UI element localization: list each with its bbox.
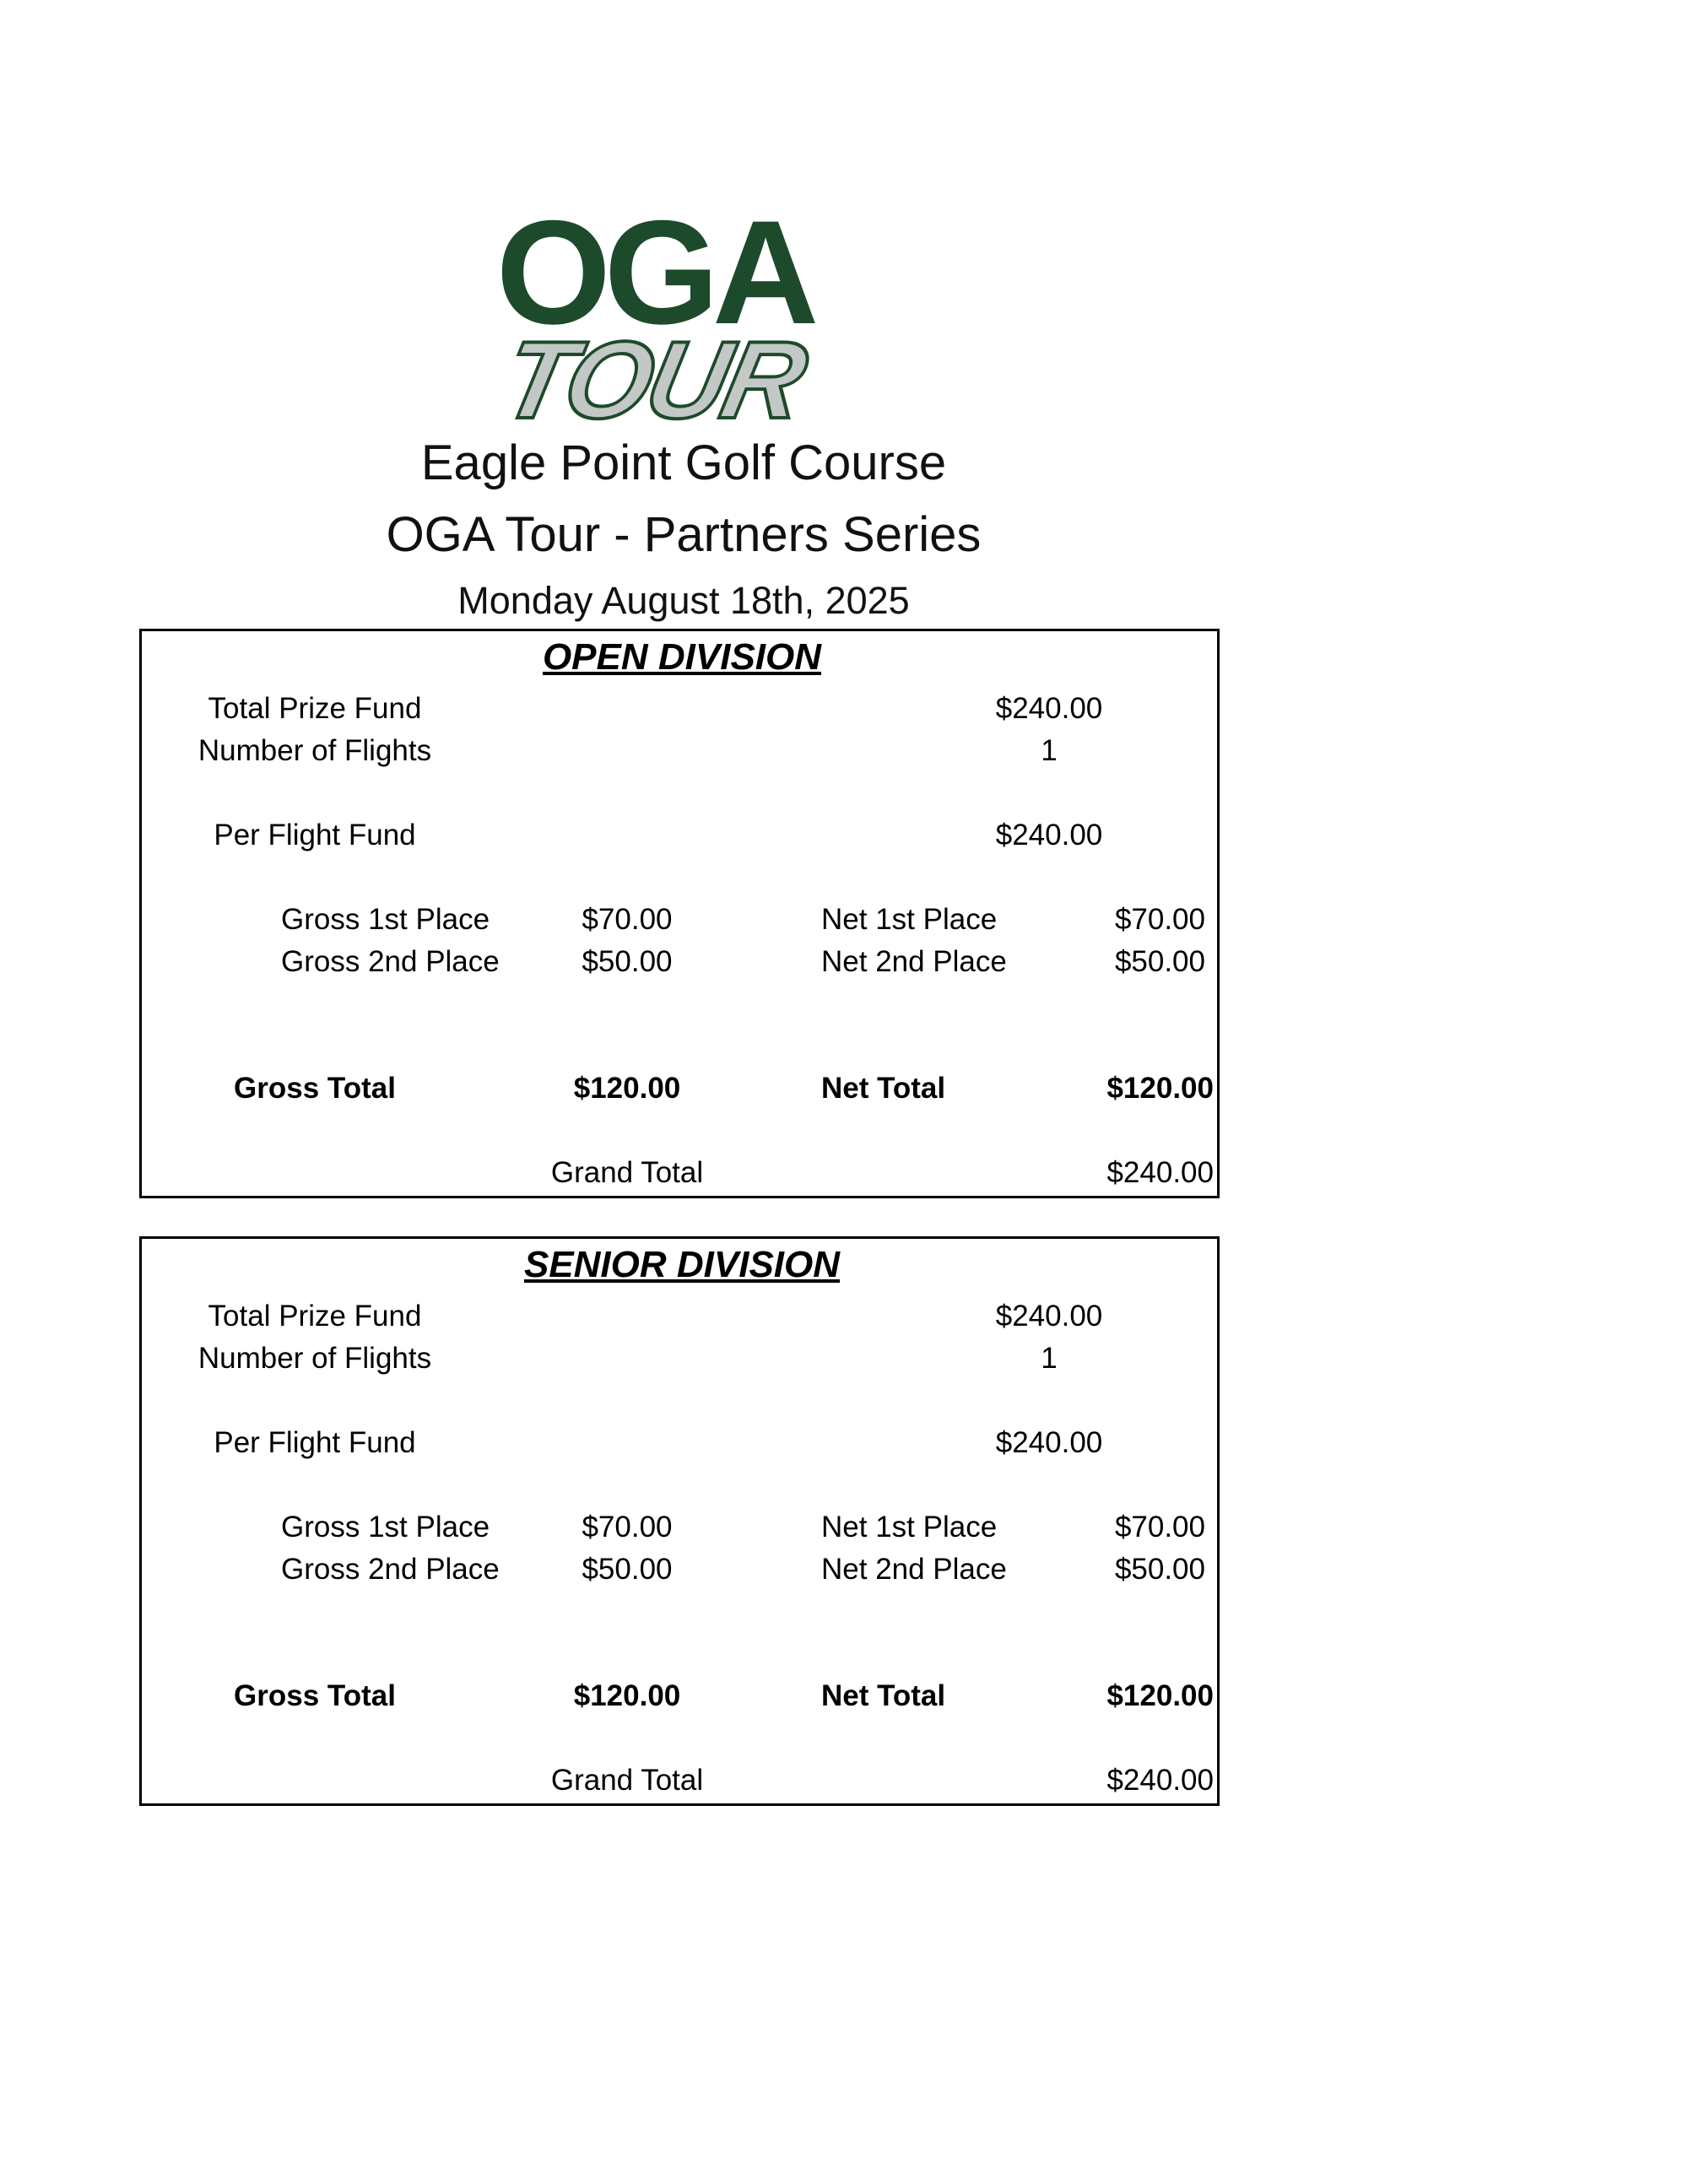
- net-total-label: Net Total: [821, 1072, 946, 1105]
- grand-total-value: $240.00: [1106, 1764, 1214, 1797]
- per-flight-fund-value: $240.00: [995, 1426, 1103, 1459]
- net-1st-value: $70.00: [1114, 1511, 1205, 1543]
- net-1st-label: Net 1st Place: [821, 1511, 998, 1543]
- per-flight-fund-label: Per Flight Fund: [214, 1426, 416, 1459]
- series-name: OGA Tour - Partners Series: [386, 507, 982, 562]
- net-2nd-label: Net 2nd Place: [821, 1553, 1007, 1586]
- number-of-flights-value: 1: [1041, 1342, 1058, 1375]
- svg-text:TOUR: TOUR: [492, 318, 814, 433]
- grand-total-label: Grand Total: [550, 1764, 704, 1797]
- total-prize-fund-label: Total Prize Fund: [208, 1300, 422, 1333]
- gross-1st-label: Gross 1st Place: [281, 1511, 490, 1543]
- gross-2nd-value: $50.00: [582, 1553, 673, 1586]
- per-flight-fund-label: Per Flight Fund: [214, 819, 416, 851]
- division-title: OPEN DIVISION: [542, 636, 822, 678]
- number-of-flights-value: 1: [1041, 734, 1058, 767]
- gross-total-label: Gross Total: [234, 1072, 396, 1105]
- gross-1st-value: $70.00: [582, 1511, 673, 1543]
- division-title: SENIOR DIVISION: [523, 1244, 841, 1285]
- total-prize-fund-label: Total Prize Fund: [208, 692, 422, 725]
- per-flight-fund-value: $240.00: [995, 819, 1103, 851]
- gross-2nd-label: Gross 2nd Place: [281, 945, 500, 978]
- svg-text:OGA: OGA: [495, 197, 813, 355]
- gross-total-value: $120.00: [573, 1679, 681, 1712]
- open-division-panel: [139, 629, 1220, 1198]
- grand-total-value: $240.00: [1106, 1156, 1214, 1189]
- number-of-flights-label: Number of Flights: [197, 734, 432, 767]
- senior-division-panel: [139, 1236, 1220, 1806]
- gross-total-value: $120.00: [573, 1072, 681, 1105]
- event-date: Monday August 18th, 2025: [457, 579, 910, 622]
- net-2nd-value: $50.00: [1114, 1553, 1205, 1586]
- net-total-label: Net Total: [821, 1679, 946, 1712]
- grand-total-label: Grand Total: [550, 1156, 704, 1189]
- total-prize-fund-value: $240.00: [995, 692, 1103, 725]
- total-prize-fund-value: $240.00: [995, 1300, 1103, 1333]
- number-of-flights-label: Number of Flights: [197, 1342, 432, 1375]
- net-total-value: $120.00: [1106, 1679, 1214, 1712]
- gross-2nd-label: Gross 2nd Place: [281, 1553, 500, 1586]
- net-2nd-label: Net 2nd Place: [821, 945, 1007, 978]
- gross-2nd-value: $50.00: [582, 945, 673, 978]
- net-total-value: $120.00: [1106, 1072, 1214, 1105]
- gross-total-label: Gross Total: [234, 1679, 396, 1712]
- gross-1st-label: Gross 1st Place: [281, 903, 490, 936]
- oga-tour-logo: [464, 197, 844, 433]
- gross-1st-value: $70.00: [582, 903, 673, 936]
- course-name: Eagle Point Golf Course: [420, 435, 947, 490]
- net-2nd-value: $50.00: [1114, 945, 1205, 978]
- net-1st-label: Net 1st Place: [821, 903, 998, 936]
- net-1st-value: $70.00: [1114, 903, 1205, 936]
